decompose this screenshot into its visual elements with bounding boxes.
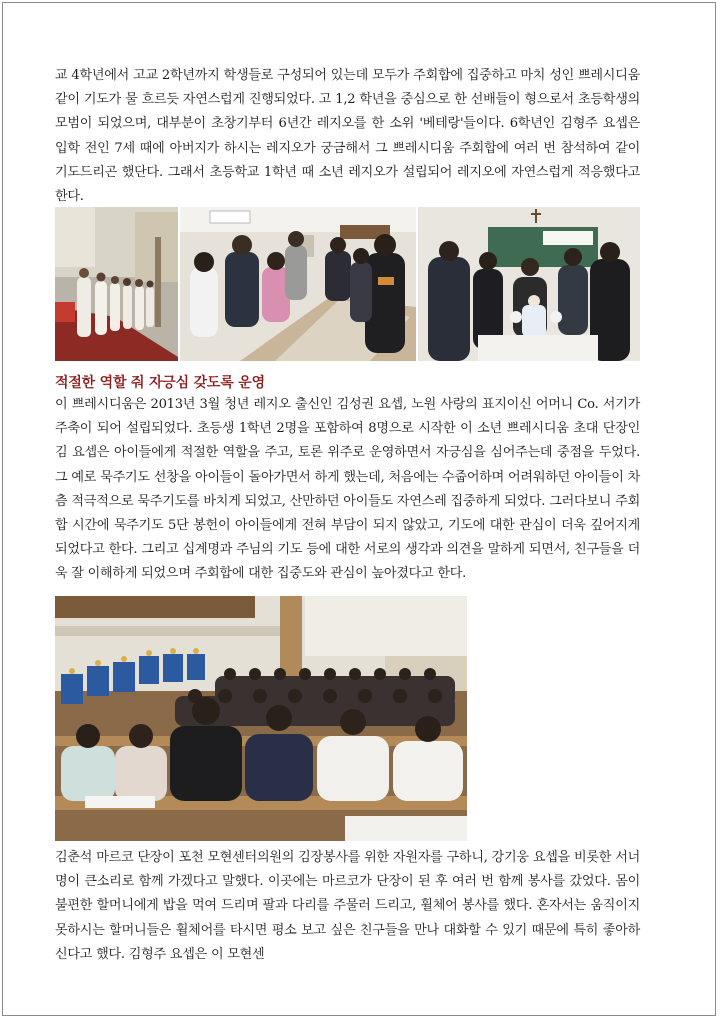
article-paragraph-1: 교 4학년에서 고교 2학년까지 학생들로 구성되어 있는데 모두가 주회합에 집중하고 마치 성인 쁘레시디움 같이 기도가 물 흐르듯 자연스럽게 진행되었다. 고 1,2 학년을 중심으로 한 선배들이 형으로서 초등학생의 모범이 되었으며, 대부분이 초창기부터 6년간 레지오를 한 소위 '베테랑'들이다. 6학년인 김형주 요셉은 입학 전인 7세 때에 아버지가 하시는 레지오가 궁금해서 그 쁘레시디움 주회합에 여러 번 참석하여 같이 기도드리곤 했단다. 그래서 초등학교 1학년 때 소년 레지오가 설립되어 레지오에 자연스럽게 적응했다고 한다. bbox=[55, 68, 640, 205]
procession-photo bbox=[55, 207, 178, 361]
group-with-statue-photo bbox=[418, 207, 640, 361]
section-heading: 적절한 역할 줘 자긍심 갖도록 운영 bbox=[55, 375, 265, 391]
article-paragraph-2: 이 쁘레시디움은 2013년 3월 청년 레지오 출신인 김성권 요셉, 노원 사랑의 표지이신 어머니 Co. 서기가 주축이 되어 설립되었다. 초등생 1학년 2명을 포함하여 8명으로 시작한 이 소년 쁘레시디움 초대 단장인 김 요셉은 아이들에게 적절한 역할을 주고, 토론 위주로 운영하면서 자긍심을 심어주는데 중점을 두었다. 그 예로 묵주기도 선창을 아이들이 돌아가면서 하게 했는데, 처음에는 수줍어하며 어려워하던 아이들이 차츰 적극적으로 묵주기도를 바치게 되었고, 산만하던 아이들도 자연스레 집중하게 되었다. 그러다보니 주회합 시간에 묵주기도 5단 봉헌이 아이들에게 전혀 부담이 되지 않았고, 기도에 대한 관심이 더욱 깊어지게 되었다고 한다. 그리고 십계명과 주님의 기도 등에 대한 서로의 생각과 의견을 말하게 되면서, 친구들을 더욱 잘 이해하게 되었으며 주회합에 대한 집중도와 관심이 높아졌다고 한다. bbox=[55, 397, 640, 582]
meeting-room-photo bbox=[180, 207, 416, 361]
church-assembly-photo bbox=[55, 596, 467, 841]
article-paragraph-3: 김춘석 마르코 단장이 포천 모현센터의원의 김장봉사를 위한 자원자를 구하니, 강기웅 요셉을 비롯한 서너 명이 큰소리로 함께 가겠다고 말했다. 이곳에는 마르코가 단장이 된 후 여러 번 함께 봉사를 갔었다. 몸이 불편한 할머니에게 밥을 먹여 드리며 팔과 다리를 주물러 드리고, 휠체어 봉사를 했다. 혼자서는 움직이지 못하시는 할머니들은 휠체어를 타시면 평소 보고 싶은 친구들을 만나 대화할 수 있기 때문에 특히 좋아하신다고 했다. 김형주 요셉은 이 모현센 bbox=[55, 850, 640, 962]
